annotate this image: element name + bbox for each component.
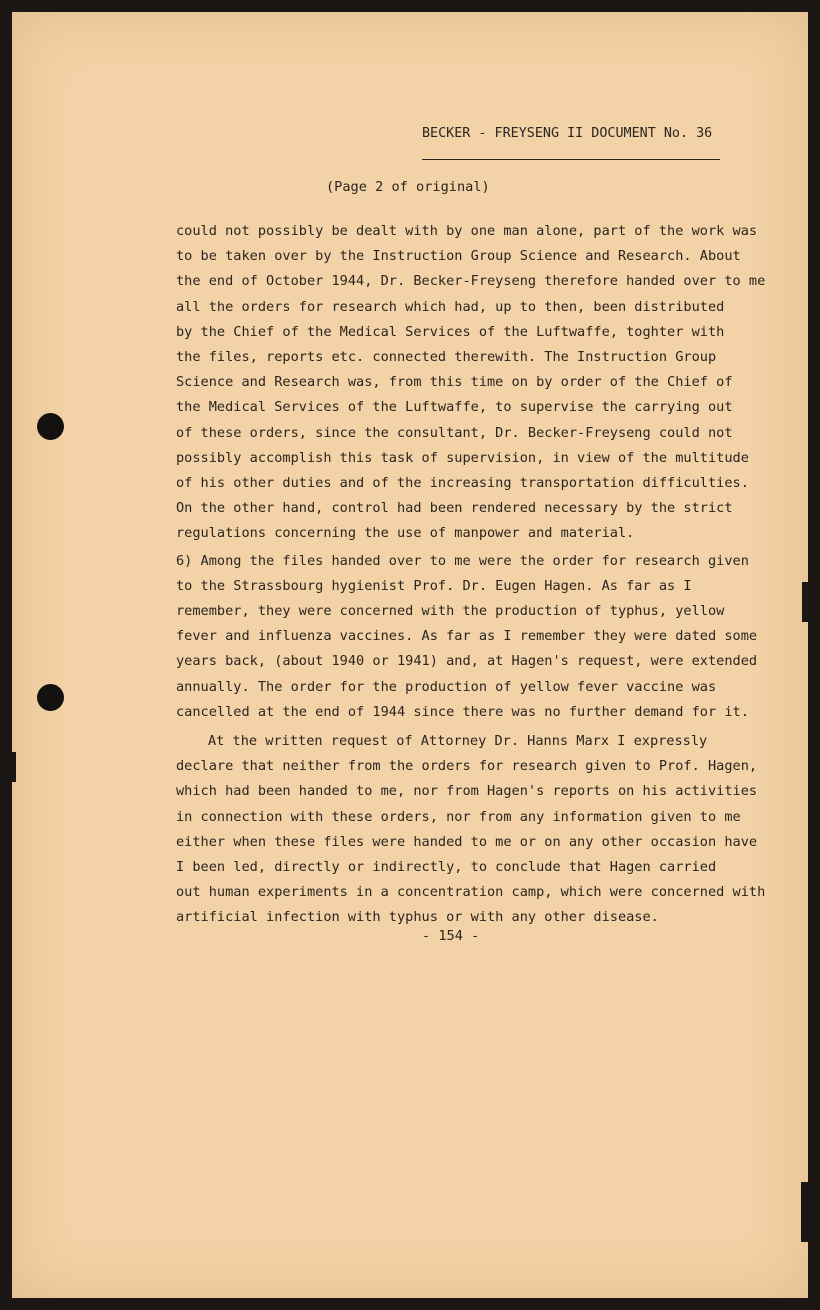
document-page — [12, 12, 808, 1298]
text-line: the end of October 1944, Dr. Becker-Freyseng therefore handed over to me — [176, 273, 766, 290]
document-header: BECKER - FREYSENG II DOCUMENT No. 36 — [422, 126, 713, 141]
text-line: declare that neither from the orders for research given to Prof. Hagen, — [176, 758, 758, 775]
paragraph-continuation — [176, 219, 776, 547]
text-line: of these orders, since the consultant, Dr. Becker-Freyseng could not — [176, 424, 733, 441]
text-line: of his other duties and of the increasing transportation difficulties. — [176, 475, 749, 492]
text-line: to the Strassbourg hygienist Prof. Dr. Eugen Hagen. As far as I — [176, 577, 692, 594]
text-line: years back, (about 1940 or 1941) and, at Hagen's request, were extended — [176, 653, 758, 670]
page-number: - 154 - — [422, 928, 480, 944]
text-line: the files, reports etc. connected therewith. The Instruction Group — [176, 349, 717, 366]
text-line: Science and Research was, from this time on by order of the Chief of — [176, 374, 733, 391]
document-body — [176, 219, 776, 931]
punch-hole — [37, 684, 64, 711]
text-line: On the other hand, control had been rendered necessary by the strict — [176, 500, 733, 517]
text-line: by the Chief of the Medical Services of the Luftwaffe, toghter with — [176, 323, 725, 340]
text-line: fever and influenza vaccines. As far as I remember they were dated some — [176, 628, 758, 645]
header-underline — [422, 159, 720, 160]
text-line: all the orders for research which had, up to then, been distributed — [176, 298, 725, 315]
paragraph-declaration — [176, 729, 776, 931]
edge-tear — [801, 1182, 808, 1242]
text-line: in connection with these orders, nor from any information given to me — [176, 808, 741, 825]
text-line: which had been handed to me, nor from Hagen's reports on his activities — [176, 783, 758, 800]
text-line: the Medical Services of the Luftwaffe, to supervise the carrying out — [176, 399, 733, 416]
text-line: At the written request of Attorney Dr. Hanns Marx I expressly — [208, 733, 708, 750]
text-line: cancelled at the end of 1944 since there was no further demand for it. — [176, 703, 749, 720]
text-line: out human experiments in a concentration camp, which were concerned with — [176, 884, 766, 901]
text-line: either when these files were handed to me or on any other occasion have — [176, 833, 758, 850]
paragraph-6 — [176, 549, 776, 725]
text-line: could not possibly be dealt with by one man alone, part of the work was — [176, 223, 758, 239]
edge-tear — [12, 752, 16, 782]
text-line: remember, they were concerned with the production of typhus, yellow — [176, 603, 725, 620]
edge-tear — [802, 582, 808, 622]
text-line: annually. The order for the production of yellow fever vaccine was — [176, 678, 717, 695]
text-line: to be taken over by the Instruction Group Science and Research. About — [176, 248, 741, 265]
original-page-reference: (Page 2 of original) — [326, 179, 490, 195]
text-line: 6) Among the files handed over to me were the order for research given — [176, 552, 749, 569]
text-line: artificial infection with typhus or with any other disease. — [176, 909, 659, 926]
punch-hole — [37, 413, 64, 440]
text-line: regulations concerning the use of manpower and material. — [176, 525, 635, 542]
text-line: I been led, directly or indirectly, to conclude that Hagen carried — [176, 859, 717, 876]
text-line: possibly accomplish this task of supervision, in view of the multitude — [176, 449, 749, 466]
